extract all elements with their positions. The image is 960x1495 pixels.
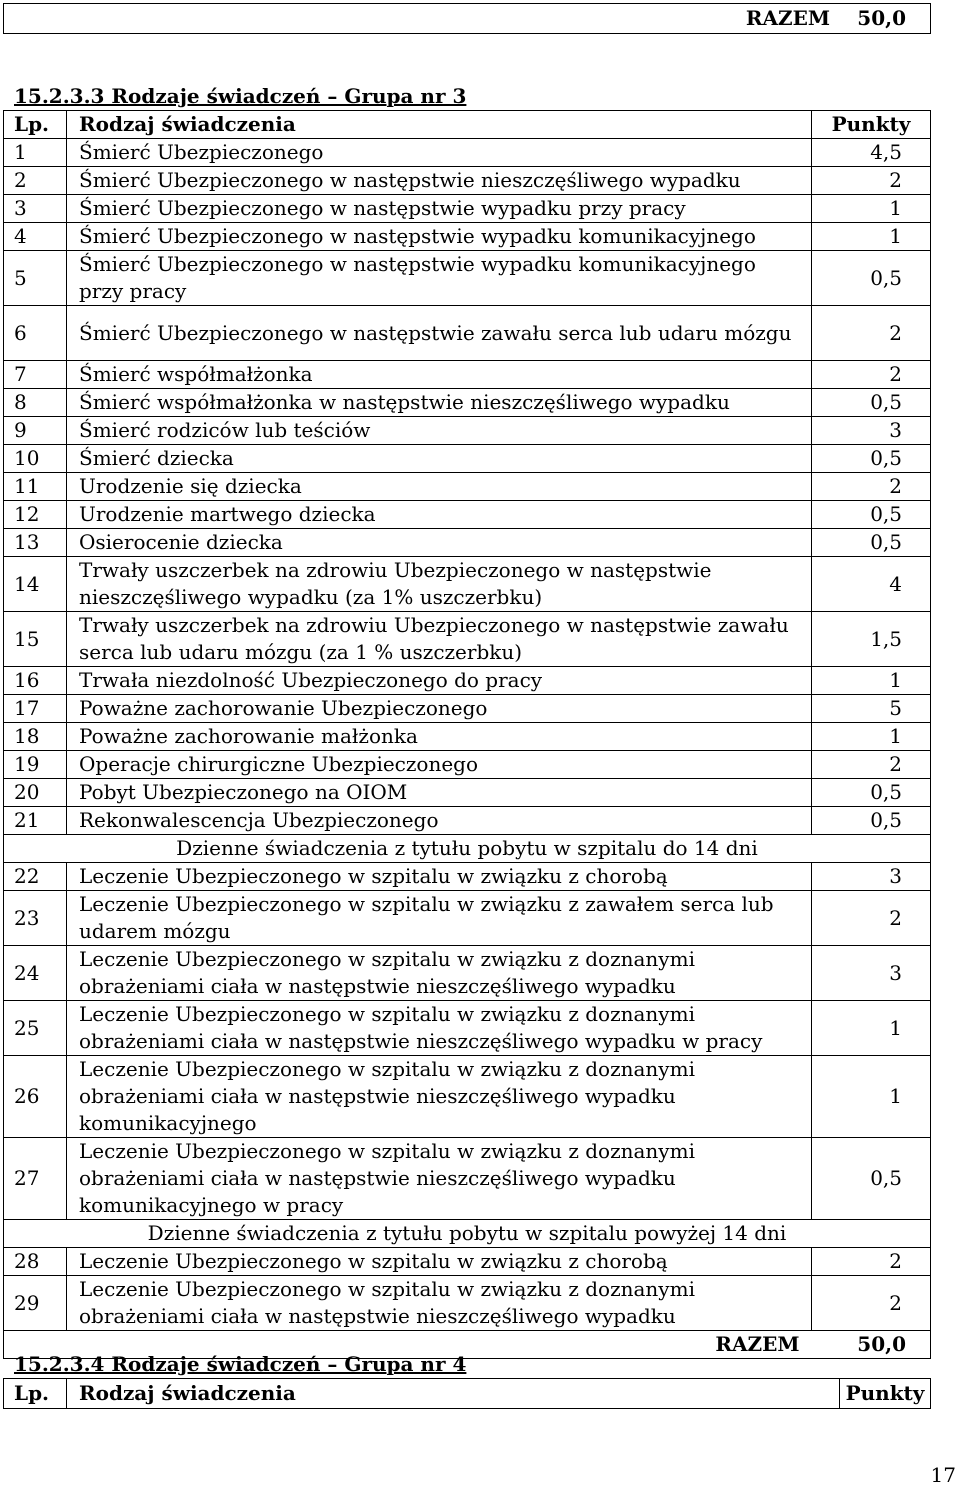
row-name: Śmierć Ubezpieczonego w następstwie nieszczęśliwego wypadku xyxy=(67,167,812,195)
row-name: Leczenie Ubezpieczonego w szpitalu w związku z doznanymi obrażeniami ciała w następstwie nieszczęśliwego wypadku komunikacyjnego w pracy xyxy=(67,1138,812,1220)
row-name: Leczenie Ubezpieczonego w szpitalu w związku z doznanymi obrażeniami ciała w następstwie nieszczęśliwego wypadku w pracy xyxy=(67,1001,812,1056)
row-lp: 3 xyxy=(4,195,67,223)
row-lp: 27 xyxy=(4,1138,67,1220)
table-row xyxy=(4,1138,931,1220)
row-points: 2 xyxy=(812,1248,931,1276)
row-name: Leczenie Ubezpieczonego w szpitalu w związku z doznanymi obrażeniami ciała w następstwie nieszczęśliwego wypadku xyxy=(67,1276,812,1331)
section-heading-group-3: 15.2.3.3 Rodzaje świadczeń – Grupa nr 3 xyxy=(14,84,467,108)
row-name: Śmierć dziecka xyxy=(67,445,812,473)
row-points: 0,5 xyxy=(812,779,931,807)
table-row xyxy=(4,389,931,417)
row-lp: 21 xyxy=(4,807,67,835)
row-lp: 19 xyxy=(4,751,67,779)
table-row xyxy=(4,529,931,557)
row-points: 0,5 xyxy=(812,807,931,835)
table-row xyxy=(4,612,931,667)
row-name: Śmierć Ubezpieczonego w następstwie wypadku komunikacyjnego xyxy=(67,223,812,251)
total-row xyxy=(4,4,931,34)
row-points: 4,5 xyxy=(812,139,931,167)
row-points: 1 xyxy=(812,1001,931,1056)
row-points: 1 xyxy=(812,667,931,695)
row-lp: 15 xyxy=(4,612,67,667)
row-lp: 13 xyxy=(4,529,67,557)
row-lp: 12 xyxy=(4,501,67,529)
row-points: 0,5 xyxy=(812,529,931,557)
table-row xyxy=(4,306,931,361)
table-row xyxy=(4,445,931,473)
table-row xyxy=(4,417,931,445)
row-name: Poważne zachorowanie Ubezpieczonego xyxy=(67,695,812,723)
header-points: Punkty xyxy=(812,111,931,139)
row-lp: 28 xyxy=(4,1248,67,1276)
row-points: 0,5 xyxy=(812,445,931,473)
table-row xyxy=(4,946,931,1001)
row-name: Śmierć Ubezpieczonego w następstwie wypadku przy pracy xyxy=(67,195,812,223)
table-header-row xyxy=(4,1379,931,1409)
row-points: 2 xyxy=(812,306,931,361)
row-name: Trwała niezdolność Ubezpieczonego do pracy xyxy=(67,667,812,695)
row-lp: 9 xyxy=(4,417,67,445)
table-row xyxy=(4,361,931,389)
table-row xyxy=(4,723,931,751)
header-lp: Lp. xyxy=(4,1379,67,1409)
row-points: 4 xyxy=(812,557,931,612)
row-name: Pobyt Ubezpieczonego na OIOM xyxy=(67,779,812,807)
total-value: 50,0 xyxy=(812,1331,931,1359)
row-lp: 26 xyxy=(4,1056,67,1138)
row-points: 1 xyxy=(812,1056,931,1138)
row-name: Urodzenie martwego dziecka xyxy=(67,501,812,529)
row-lp: 2 xyxy=(4,167,67,195)
table-row xyxy=(4,667,931,695)
row-lp: 5 xyxy=(4,251,67,306)
row-name: Poważne zachorowanie małżonka xyxy=(67,723,812,751)
table-row xyxy=(4,557,931,612)
table-row xyxy=(4,195,931,223)
row-lp: 16 xyxy=(4,667,67,695)
table-row xyxy=(4,807,931,835)
table-row xyxy=(4,751,931,779)
previous-group-total-table xyxy=(3,3,931,34)
row-lp: 20 xyxy=(4,779,67,807)
row-name: Śmierć Ubezpieczonego w następstwie wypadku komunikacyjnego przy pracy xyxy=(67,251,812,306)
table-row xyxy=(4,863,931,891)
row-lp: 1 xyxy=(4,139,67,167)
row-points: 0,5 xyxy=(812,501,931,529)
header-points: Punkty xyxy=(840,1379,931,1409)
total-label: RAZEM xyxy=(4,4,843,34)
table-header-row xyxy=(4,111,931,139)
row-lp: 23 xyxy=(4,891,67,946)
row-name: Śmierć współmałżonka xyxy=(67,361,812,389)
row-lp: 24 xyxy=(4,946,67,1001)
table-row xyxy=(4,1001,931,1056)
row-points: 2 xyxy=(812,473,931,501)
row-points: 0,5 xyxy=(812,1138,931,1220)
row-points: 2 xyxy=(812,1276,931,1331)
table-row xyxy=(4,1248,931,1276)
row-points: 2 xyxy=(812,361,931,389)
total-label: RAZEM xyxy=(4,1331,812,1359)
table-row xyxy=(4,139,931,167)
page-number: 17 xyxy=(930,1463,956,1487)
row-points: 2 xyxy=(812,891,931,946)
row-points: 2 xyxy=(812,751,931,779)
table-row xyxy=(4,1276,931,1331)
row-lp: 6 xyxy=(4,306,67,361)
row-lp: 11 xyxy=(4,473,67,501)
row-name: Leczenie Ubezpieczonego w szpitalu w związku z doznanymi obrażeniami ciała w następstwie nieszczęśliwego wypadku komunikacyjnego xyxy=(67,1056,812,1138)
table-row xyxy=(4,1056,931,1138)
table-row xyxy=(4,695,931,723)
row-name: Leczenie Ubezpieczonego w szpitalu w związku z doznanymi obrażeniami ciała w następstwie nieszczęśliwego wypadku xyxy=(67,946,812,1001)
row-name: Leczenie Ubezpieczonego w szpitalu w związku z chorobą xyxy=(67,1248,812,1276)
row-lp: 4 xyxy=(4,223,67,251)
row-points: 1 xyxy=(812,223,931,251)
total-value: 50,0 xyxy=(842,4,931,34)
row-points: 3 xyxy=(812,946,931,1001)
row-name: Śmierć Ubezpieczonego xyxy=(67,139,812,167)
row-points: 0,5 xyxy=(812,251,931,306)
row-name: Śmierć rodziców lub teściów xyxy=(67,417,812,445)
row-lp: 25 xyxy=(4,1001,67,1056)
row-points: 1 xyxy=(812,195,931,223)
header-name: Rodzaj świadczenia xyxy=(67,1379,840,1409)
row-name: Leczenie Ubezpieczonego w szpitalu w związku z zawałem serca lub udarem mózgu xyxy=(67,891,812,946)
row-name: Rekonwalescencja Ubezpieczonego xyxy=(67,807,812,835)
row-lp: 17 xyxy=(4,695,67,723)
row-lp: 14 xyxy=(4,557,67,612)
row-name: Trwały uszczerbek na zdrowiu Ubezpieczonego w następstwie nieszczęśliwego wypadku (za 1% uszczerbku) xyxy=(67,557,812,612)
row-points: 5 xyxy=(812,695,931,723)
header-name: Rodzaj świadczenia xyxy=(67,111,812,139)
table-row xyxy=(4,779,931,807)
row-lp: 8 xyxy=(4,389,67,417)
subsection-title: Dzienne świadczenia z tytułu pobytu w szpitalu do 14 dni xyxy=(4,835,931,863)
row-name: Osierocenie dziecka xyxy=(67,529,812,557)
subsection-header-row xyxy=(4,1220,931,1248)
table-row xyxy=(4,891,931,946)
row-name: Urodzenie się dziecka xyxy=(67,473,812,501)
header-lp: Lp. xyxy=(4,111,67,139)
benefits-table-group-4 xyxy=(3,1378,931,1409)
row-name: Śmierć współmałżonka w następstwie nieszczęśliwego wypadku xyxy=(67,389,812,417)
table-row xyxy=(4,223,931,251)
row-lp: 7 xyxy=(4,361,67,389)
row-points: 2 xyxy=(812,167,931,195)
row-lp: 22 xyxy=(4,863,67,891)
table-row xyxy=(4,473,931,501)
row-points: 3 xyxy=(812,863,931,891)
row-lp: 10 xyxy=(4,445,67,473)
row-name: Leczenie Ubezpieczonego w szpitalu w związku z chorobą xyxy=(67,863,812,891)
row-lp: 29 xyxy=(4,1276,67,1331)
row-points: 1,5 xyxy=(812,612,931,667)
row-name: Trwały uszczerbek na zdrowiu Ubezpieczonego w następstwie zawału serca lub udaru mózgu (za 1 % uszczerbku) xyxy=(67,612,812,667)
row-points: 3 xyxy=(812,417,931,445)
row-points: 1 xyxy=(812,723,931,751)
section-heading-group-4: 15.2.3.4 Rodzaje świadczeń – Grupa nr 4 xyxy=(14,1352,467,1376)
subsection-header-row xyxy=(4,835,931,863)
row-lp: 18 xyxy=(4,723,67,751)
subsection-title: Dzienne świadczenia z tytułu pobytu w szpitalu powyżej 14 dni xyxy=(4,1220,931,1248)
table-row xyxy=(4,167,931,195)
row-name: Operacje chirurgiczne Ubezpieczonego xyxy=(67,751,812,779)
benefits-table-group-3 xyxy=(3,110,931,1359)
table-row xyxy=(4,251,931,306)
table-row xyxy=(4,501,931,529)
row-name: Śmierć Ubezpieczonego w następstwie zawału serca lub udaru mózgu xyxy=(67,306,812,361)
row-points: 0,5 xyxy=(812,389,931,417)
